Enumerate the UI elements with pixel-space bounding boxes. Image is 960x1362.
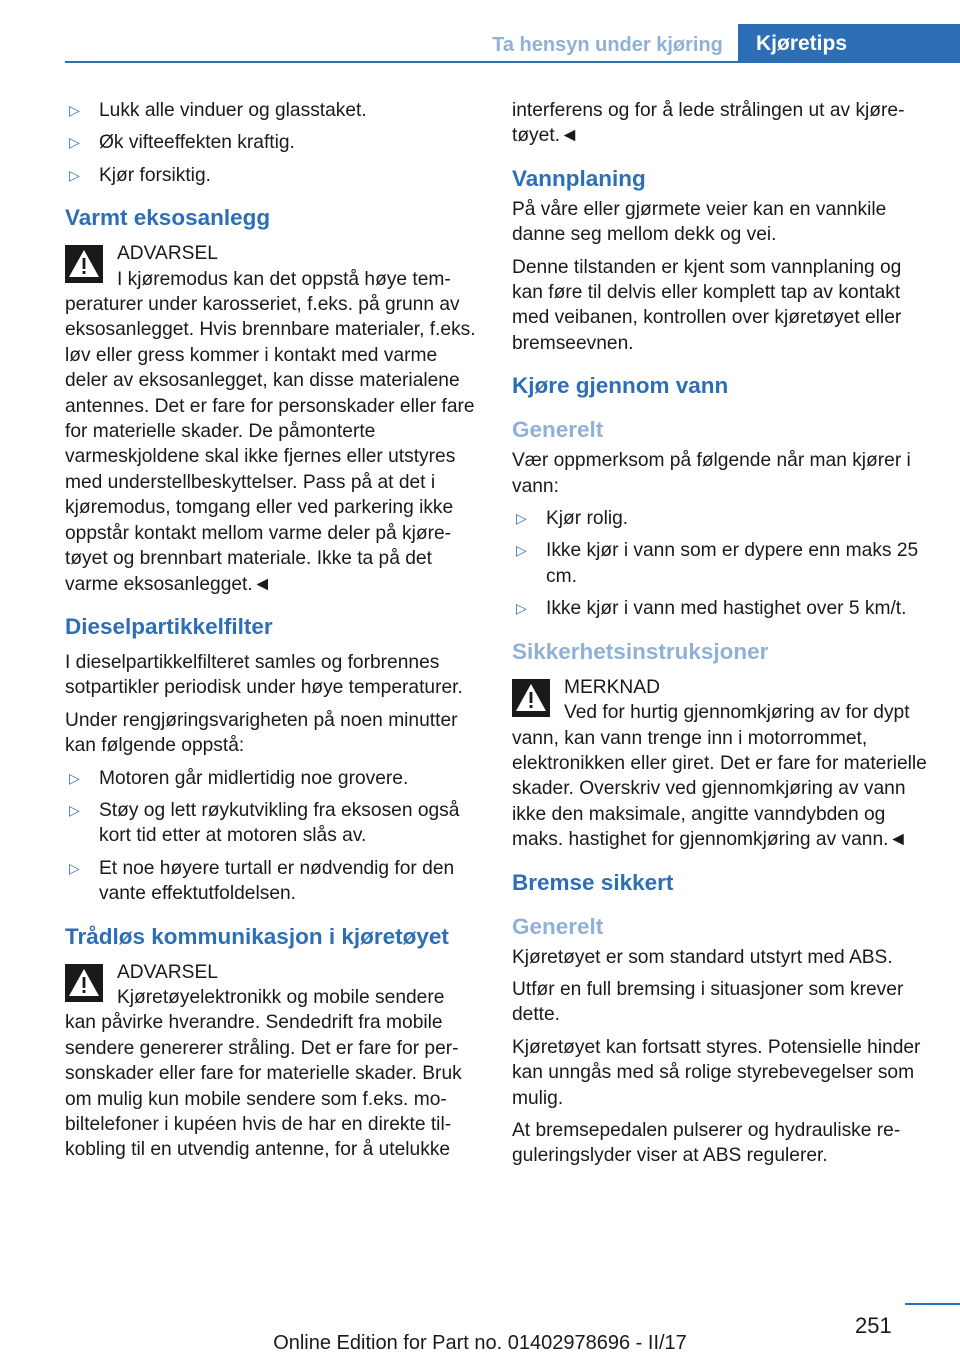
paragraph: interferens og for å lede strålingen ut av kjøretøyet.◄ (512, 100, 905, 147)
header-chapter-tab: Kjøretips (738, 24, 960, 63)
list-item: ▷ Øk vifteeffekten kraftig. (65, 130, 477, 155)
list-item: ▷ Motoren går midlertidig noe grovere. (65, 766, 477, 791)
paragraph: Kjøretøyet kan fortsatt styres. Potensielle hinder kan unngås med så rolige styrebevegelser som mulig. (512, 1036, 921, 1109)
warning-triangle-icon (65, 245, 103, 283)
warning-triangle-icon (65, 964, 103, 1002)
triangle-right-outline-icon: ▷ (69, 134, 80, 151)
paragraph: Vær oppmerksom på følgende når man kjører i vann: (512, 450, 911, 497)
warning-text: I kjøremodus kan det oppstå høye temperaturer under karosseriet, f.eks. på grunn av eksosanlegget. Hvis brennbare materialer, f.eks. løv eller gress kommer i kontakt med varme deler av eksosanlegget, kan disse materialene antennes. Det er fare for personskader eller fare for materielle skader. De påmonterte varmeskjoldene skal ikke fjernes eller utstyres med understellbeskyttelser. Pass på at det i kjøremodus, tomgang eller ved parkering ikke oppstår kontakt mellom varme deler på kjøretøyet og brennbart materiale. Ikke ta på det varme eksosanlegget.◄ (65, 268, 476, 595)
page-number: 251 (855, 1313, 892, 1338)
triangle-right-outline-icon: ▷ (69, 801, 80, 818)
paragraph: Denne tilstanden er kjent som vannplaning og kan føre til delvis eller komplett tap av kontakt med veibanen, kontrollen over kjøretøyet eller bremseevnen. (512, 256, 902, 354)
paragraph: Kjøretøyet er som standard utstyrt med ABS. (512, 946, 893, 968)
bullet-list (65, 98, 477, 188)
edition-footer: Online Edition for Part no. 01402978696 - II/17 (273, 1332, 687, 1354)
bullet-list (65, 766, 477, 907)
section-heading-water: Kjøre gjennom vann (512, 373, 729, 399)
triangle-right-outline-icon: ▷ (69, 859, 80, 876)
triangle-right-outline-icon: ▷ (69, 769, 80, 786)
list-item: ▷ Et noe høyere turtall er nødvendig for den vante effektutfoldelsen. (69, 857, 455, 905)
list-item: ▷ Kjør forsiktig. (65, 163, 477, 188)
list-item: ▷ Ikke kjør i vann som er dypere enn maks 25 cm. (516, 540, 919, 587)
subsection-heading-general: Generelt (512, 913, 604, 939)
section-heading-exhaust: Varmt eksosanlegg (65, 205, 271, 231)
triangle-right-outline-icon: ▷ (69, 102, 80, 118)
section-heading-aquaplaning: Vannplaning (512, 165, 646, 191)
subsection-heading-general: Generelt (512, 417, 604, 443)
list-item: ▷ Lukk alle vinduer og glasstaket. (65, 98, 477, 123)
warning-triangle-icon (512, 679, 550, 717)
notice-title: MERKNAD (564, 676, 660, 698)
triangle-right-outline-icon: ▷ (516, 542, 527, 559)
list-item: ▷ Støy og lett røykutvikling fra eksosen også kort tid etter at motoren slås av. (69, 799, 460, 847)
warning-title: ADVARSEL (117, 961, 218, 983)
section-heading-diesel: Dieselpartikkelfilter (65, 613, 273, 639)
subsection-heading-safety: Sikkerhetsinstruksjoner (512, 638, 769, 664)
notice-box (512, 675, 930, 853)
paragraph: At bremsepedalen pulserer og hydrauliske reguleringslyder viser at ABS regulerer. (512, 1119, 901, 1167)
bullet-list (512, 506, 930, 622)
notice-text: Ved for hurtig gjennomkjøring av for dypt vann, kan vann trenge inn i motorrommet, elektronikken eller giret. Det er fare for materielle skader. Overskriv ved gjennomkjøring av vann ikke den maksimale, angitte vanndybden og maks. hastighet for gjennomkjøring av vann.◄ (512, 702, 927, 851)
warning-text: Kjøretøyelektronikk og mobile sendere kan påvirke hverandre. Sendedrift fra mobile sendere genererer stråling. Det er fare for personskader eller fare for materielle skader. Bruk om mulig kun mobile sendere som f.eks. mobiltelefoner i kupéen hvis de har en direkte tilkobling til en utvendig antenne, for å utelukke (65, 986, 462, 1161)
list-item: ▷ Ikke kjør i vann med hastighet over 5 km/t. (512, 596, 930, 621)
paragraph: Utfør en full bremsing i situasjoner som krever dette. (512, 978, 904, 1026)
paragraph: I dieselpartikkelfilteret samles og forbrennes sotpartikler periodisk under høye temperaturer. (65, 651, 463, 699)
section-heading-brake: Bremse sikkert (512, 869, 674, 895)
triangle-right-outline-icon: ▷ (516, 600, 527, 617)
warning-box (65, 241, 477, 597)
list-item: ▷ Kjør rolig. (512, 506, 930, 531)
warning-box (65, 960, 477, 1163)
warning-title: ADVARSEL (117, 243, 218, 265)
footer-rule (905, 1303, 960, 1305)
right-column (512, 98, 930, 1176)
triangle-right-outline-icon: ▷ (516, 510, 527, 527)
paragraph: På våre eller gjørmete veier kan en vannkile danne seg mellom dekk og vei. (512, 198, 887, 246)
left-column (65, 98, 477, 1170)
triangle-right-outline-icon: ▷ (69, 166, 80, 183)
paragraph: Under rengjøringsvarigheten på noen minutter kan følgende oppstå: (65, 709, 458, 757)
section-heading-wireless: Trådløs kommunikasjon i kjøretøyet (65, 923, 449, 949)
header-section-title: Ta hensyn under kjøring (492, 34, 723, 56)
